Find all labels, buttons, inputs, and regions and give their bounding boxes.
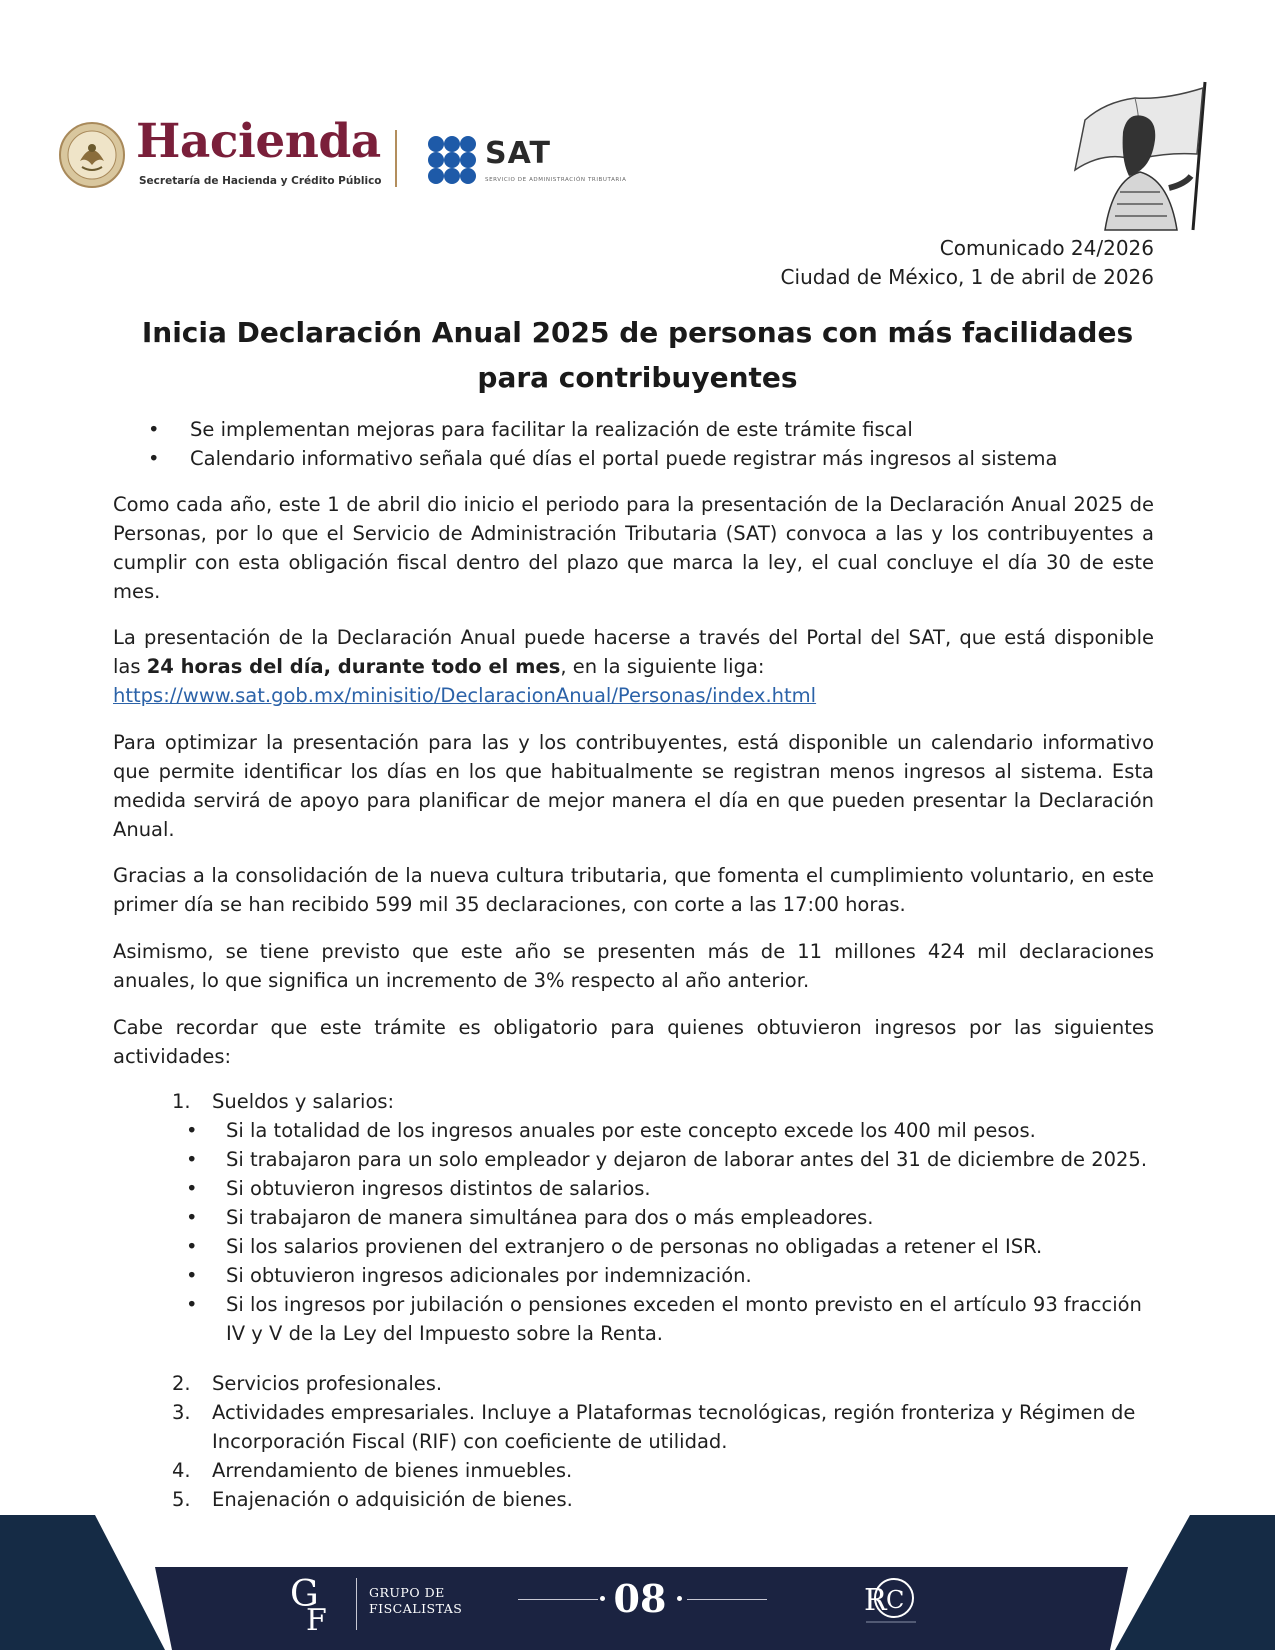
coat-of-arms-icon: [58, 121, 126, 189]
bullet-icon: •: [186, 1177, 198, 1200]
footer-brand: [369, 1585, 462, 1617]
hacienda-logo-text: Hacienda: [136, 114, 381, 169]
salary-condition-text: Si trabajaron para un solo empleador y dejaron de laborar antes del 31 de diciembre de 2025.: [226, 1148, 1148, 1171]
highlight-text: Calendario informativo señala qué días el portal puede registrar más ingresos al sistema: [190, 447, 1058, 470]
paragraph-text: Gracias a la consolidación de la nueva cultura tributaria, que fomenta el cumplimiento voluntario, en este primer día se han recibido 599 mil 35 declaraciones, con corte a las 17:00 horas.: [113, 864, 1154, 916]
svg-text:F: F: [306, 1603, 327, 1632]
salary-condition-text: IV y V de la Ley del Impuesto sobre la Renta.: [226, 1322, 664, 1345]
activity-number: 3.: [172, 1401, 191, 1424]
paragraph-text: Para optimizar la presentación para las y los contribuyentes, está disponible un calendario informativo que permite identificar los días en los que habitualmente se registran menos ingresos al sistema. Esta medida servirá de apoyo para planificar de mejor manera el día en que pueden presentar la Declaración Anual.: [113, 731, 1154, 841]
activity-label: Servicios profesionales.: [212, 1372, 443, 1395]
title-line-1: Inicia Declaración Anual 2025 de personas con más facilidades: [141, 316, 1134, 349]
paragraph-2-bold: 24 horas del día, durante todo el mes: [146, 655, 561, 678]
sat-subtitle: SERVICIO DE ADMINISTRACIÓN TRIBUTARIA: [485, 177, 627, 183]
page-number: 08: [613, 1576, 667, 1621]
paragraph-2-after: , en la siguiente liga:: [560, 655, 765, 678]
press-release-place-date: Ciudad de México, 1 de abril de 2026: [780, 265, 1154, 289]
activity-label: Sueldos y salarios:: [212, 1090, 395, 1113]
paragraph-2-before: La presentación de la Declaración Anual puede hacerse a través del Portal del SAT, que está disponible las: [113, 626, 1154, 678]
activity-label: Actividades empresariales. Incluye a Plataformas tecnológicas, región fronteriza y Régimen de: [212, 1401, 1136, 1424]
salary-condition-text: Si los salarios provienen del extranjero o de personas no obligadas a retener el ISR.: [226, 1235, 1043, 1258]
activity-label: Arrendamiento de bienes inmuebles.: [212, 1459, 573, 1482]
declaracion-anual-link[interactable]: https://www.sat.gob.mx/minisitio/DeclaracionAnual/Personas/index.html: [113, 684, 817, 707]
hacienda-subtitle: Secretaría de Hacienda y Crédito Público: [139, 175, 382, 187]
bullet-icon: •: [186, 1293, 198, 1316]
rc-monogram-logo: [858, 1576, 922, 1628]
page-number-rule-right: [687, 1599, 767, 1600]
footer-brand-line-1: GRUPO DE: [369, 1585, 445, 1600]
paragraph-text: Cabe recordar que este trámite es obligatorio para quienes obtuvieron ingresos por las siguientes actividades:: [113, 1016, 1154, 1068]
paragraph-text: Como cada año, este 1 de abril dio inicio el periodo para la presentación de la Declaración Anual 2025 de Personas, por lo que el Servicio de Administración Tributaria (SAT) convoca a las y los contribuyentes a cumplir con esta obligación fiscal dentro del plazo que marca la ley, el cual concluye el día 30 de este mes.: [113, 493, 1154, 603]
page-title: [110, 310, 1165, 400]
paragraph-5: [113, 937, 1154, 995]
bullet-icon: •: [148, 447, 160, 470]
activity-number: 1.: [172, 1090, 191, 1113]
paragraph-text: Asimismo, se tiene previsto que este año se presenten más de 11 millones 424 mil declaraciones anuales, lo que significa un incremento de 3% respecto al año anterior.: [113, 940, 1154, 992]
sat-dots-icon: [427, 135, 477, 185]
bullet-icon: •: [186, 1235, 198, 1258]
salary-condition-text: Si los ingresos por jubilación o pensiones exceden el monto previsto en el artículo 93 fracción: [226, 1293, 1142, 1316]
bullet-icon: •: [186, 1206, 198, 1229]
press-release-meta: [781, 234, 1154, 292]
bullet-icon: •: [148, 418, 160, 441]
paragraph-3: [113, 728, 1154, 844]
bullet-icon: •: [186, 1119, 198, 1142]
sat-logo-text: SAT: [485, 136, 551, 171]
paragraph-1: [113, 490, 1154, 606]
svg-text:G: G: [290, 1574, 319, 1615]
salary-condition-text: Si trabajaron de manera simultánea para dos o más empleadores.: [226, 1206, 874, 1229]
woman-with-flag-illustration: [1065, 80, 1215, 232]
gf-monogram-logo: [288, 1570, 346, 1632]
press-release-number: Comunicado 24/2026: [939, 236, 1154, 260]
paragraph-4: [113, 861, 1154, 919]
svg-text:R: R: [864, 1583, 887, 1618]
salary-condition-text: Si la totalidad de los ingresos anuales por este concepto excede los 400 mil pesos.: [226, 1119, 1036, 1142]
activity-number: 4.: [172, 1459, 191, 1482]
salary-condition-text: Si obtuvieron ingresos distintos de salarios.: [226, 1177, 651, 1200]
footer-divider: [356, 1578, 357, 1630]
footer-brand-line-2: FISCALISTAS: [369, 1601, 463, 1616]
paragraph-text: [113, 623, 1154, 710]
activity-number: 5.: [172, 1488, 191, 1511]
title-line-2: para contribuyentes: [477, 361, 798, 394]
paragraph-2: [113, 623, 1154, 710]
header-divider: [395, 130, 397, 187]
activity-number: 2.: [172, 1372, 191, 1395]
page-number-rule-left: [518, 1599, 598, 1600]
paragraph-6: [113, 1013, 1154, 1071]
activity-label: Incorporación Fiscal (RIF) con coeficiente de utilidad.: [212, 1430, 728, 1453]
svg-text:C: C: [886, 1586, 905, 1614]
bullet-icon: •: [186, 1264, 198, 1287]
activity-label: Enajenación o adquisición de bienes.: [212, 1488, 573, 1511]
page-number-dot-right: [677, 1596, 682, 1601]
salary-condition-text: Si obtuvieron ingresos adicionales por indemnización.: [226, 1264, 752, 1287]
highlight-text: Se implementan mejoras para facilitar la realización de este trámite fiscal: [190, 418, 913, 441]
bullet-icon: •: [186, 1148, 198, 1171]
